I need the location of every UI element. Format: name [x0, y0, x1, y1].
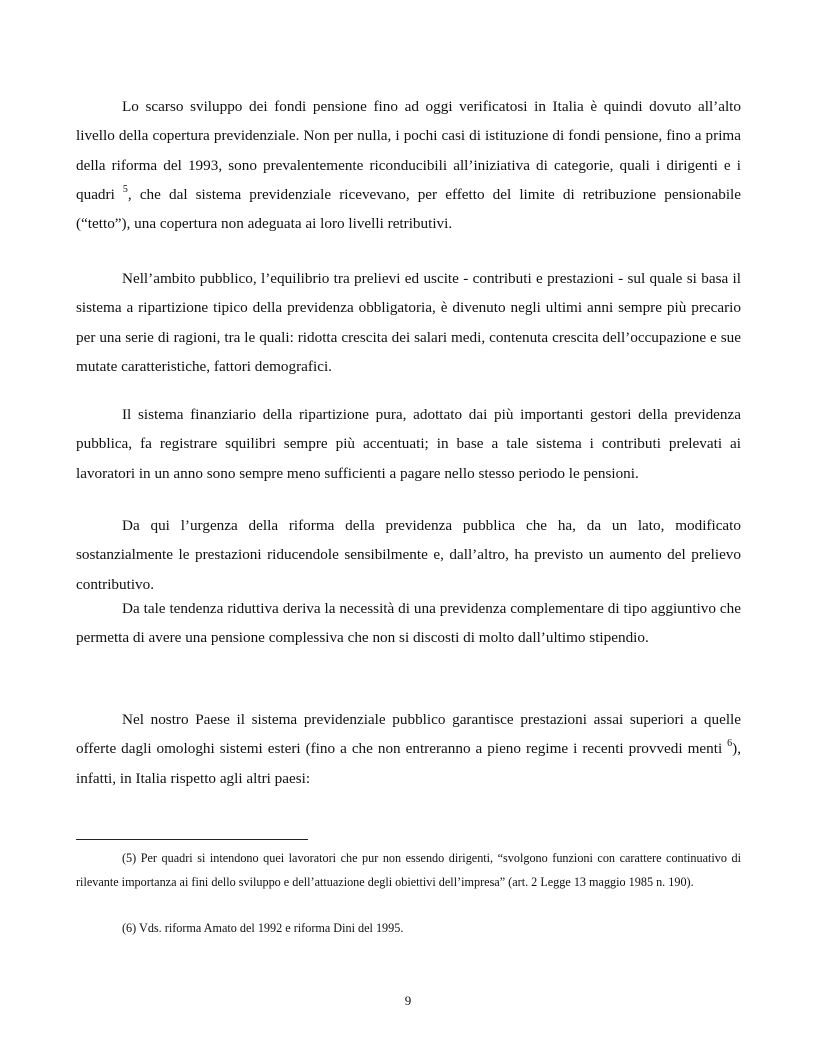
paragraph-ambito-pubblico: Nell’ambito pubblico, l’equilibrio tra prelievi ed uscite - contributi e prestazioni - sul quale si basa il sistema a ripartizione tipico della previdenza obbligatoria, è divenuto negli ultimi anni sempre più precario per una serie di ragioni, tra le quali: ridotta crescita dei salari medi, contenuta crescita dell’occupazione e sue mutate caratteristiche, fattori demografici.	[76, 270, 741, 375]
footnote-separator	[76, 839, 308, 840]
paragraph-urgenza-riforma: Da qui l’urgenza della riforma della previdenza pubblica che ha, da un lato, modificato sostanzialmente le prestazioni riducendole sensibilmente e, dall’altro, ha previsto un aumento del prelievo contributivo.	[76, 517, 741, 593]
page-number: 9	[404, 993, 412, 1008]
paragraph-sistema-finanziario: Il sistema finanziario della ripartizione pura, adottato dai più importanti gestori della previdenza pubblica, fa registrare squilibri sempre più accentuati; in base a tale sistema i contributi prelevati ai lavoratori in un anno sono sempre meno sufficienti a pagare nello stesso periodo le pensioni.	[76, 406, 741, 482]
paragraph-text: , che dal sistema previdenziale ricevevano, per effetto del limite di retribuzione pensionabile (“tetto”), una copertura non adeguata ai loro livelli retributivi.	[76, 185, 742, 233]
footnote-5: (5) Per quadri si intendono quei lavoratori che pur non essendo dirigenti, “svolgono funzioni con carattere continuativo di rilevante importanza ai fini dello sviluppo e dell’attuazione degli obiettivi dell’impresa” (art. 2 Legge 13 maggio 1985 n. 190).	[76, 851, 741, 889]
footnote-ref-6[interactable]: 6	[727, 738, 733, 750]
footnote-ref-5[interactable]: 5	[122, 183, 128, 195]
footnote-6: (6) Vds. riforma Amato del 1992 e riforma Dini del 1995.	[122, 921, 404, 935]
paragraph-text: Lo scarso sviluppo dei fondi pensione fino ad oggi verificatosi in Italia è quindi dovuto all’alto livello della copertura previdenziale. Non per nulla, i pochi casi di istituzione di fondi pensione, fino a prima della riforma del 1993, sono prevalentemente riconducibili all’iniziativa di categorie, quali i dirigenti e i quadri	[76, 98, 741, 203]
paragraph-text: ), infatti, in Italia rispetto agli altri paesi:	[76, 740, 742, 787]
paragraph-text: Nel nostro Paese il sistema previdenziale pubblico garantisce prestazioni assai superiori a quelle offerte dagli omologhi sistemi esteri (fino a che non entreranno a pieno regime i recenti provvedi menti	[76, 711, 741, 758]
paragraph-nostro-paese	[76, 705, 741, 793]
paragraph-previdenza-complementare: Da tale tendenza riduttiva deriva la necessità di una previdenza complementare di tipo aggiuntivo che permetta di avere una pensione complessiva che non si discosti di molto dall’ultimo stipendio.	[76, 600, 741, 647]
paragraph-fondi-pensione	[76, 92, 741, 238]
